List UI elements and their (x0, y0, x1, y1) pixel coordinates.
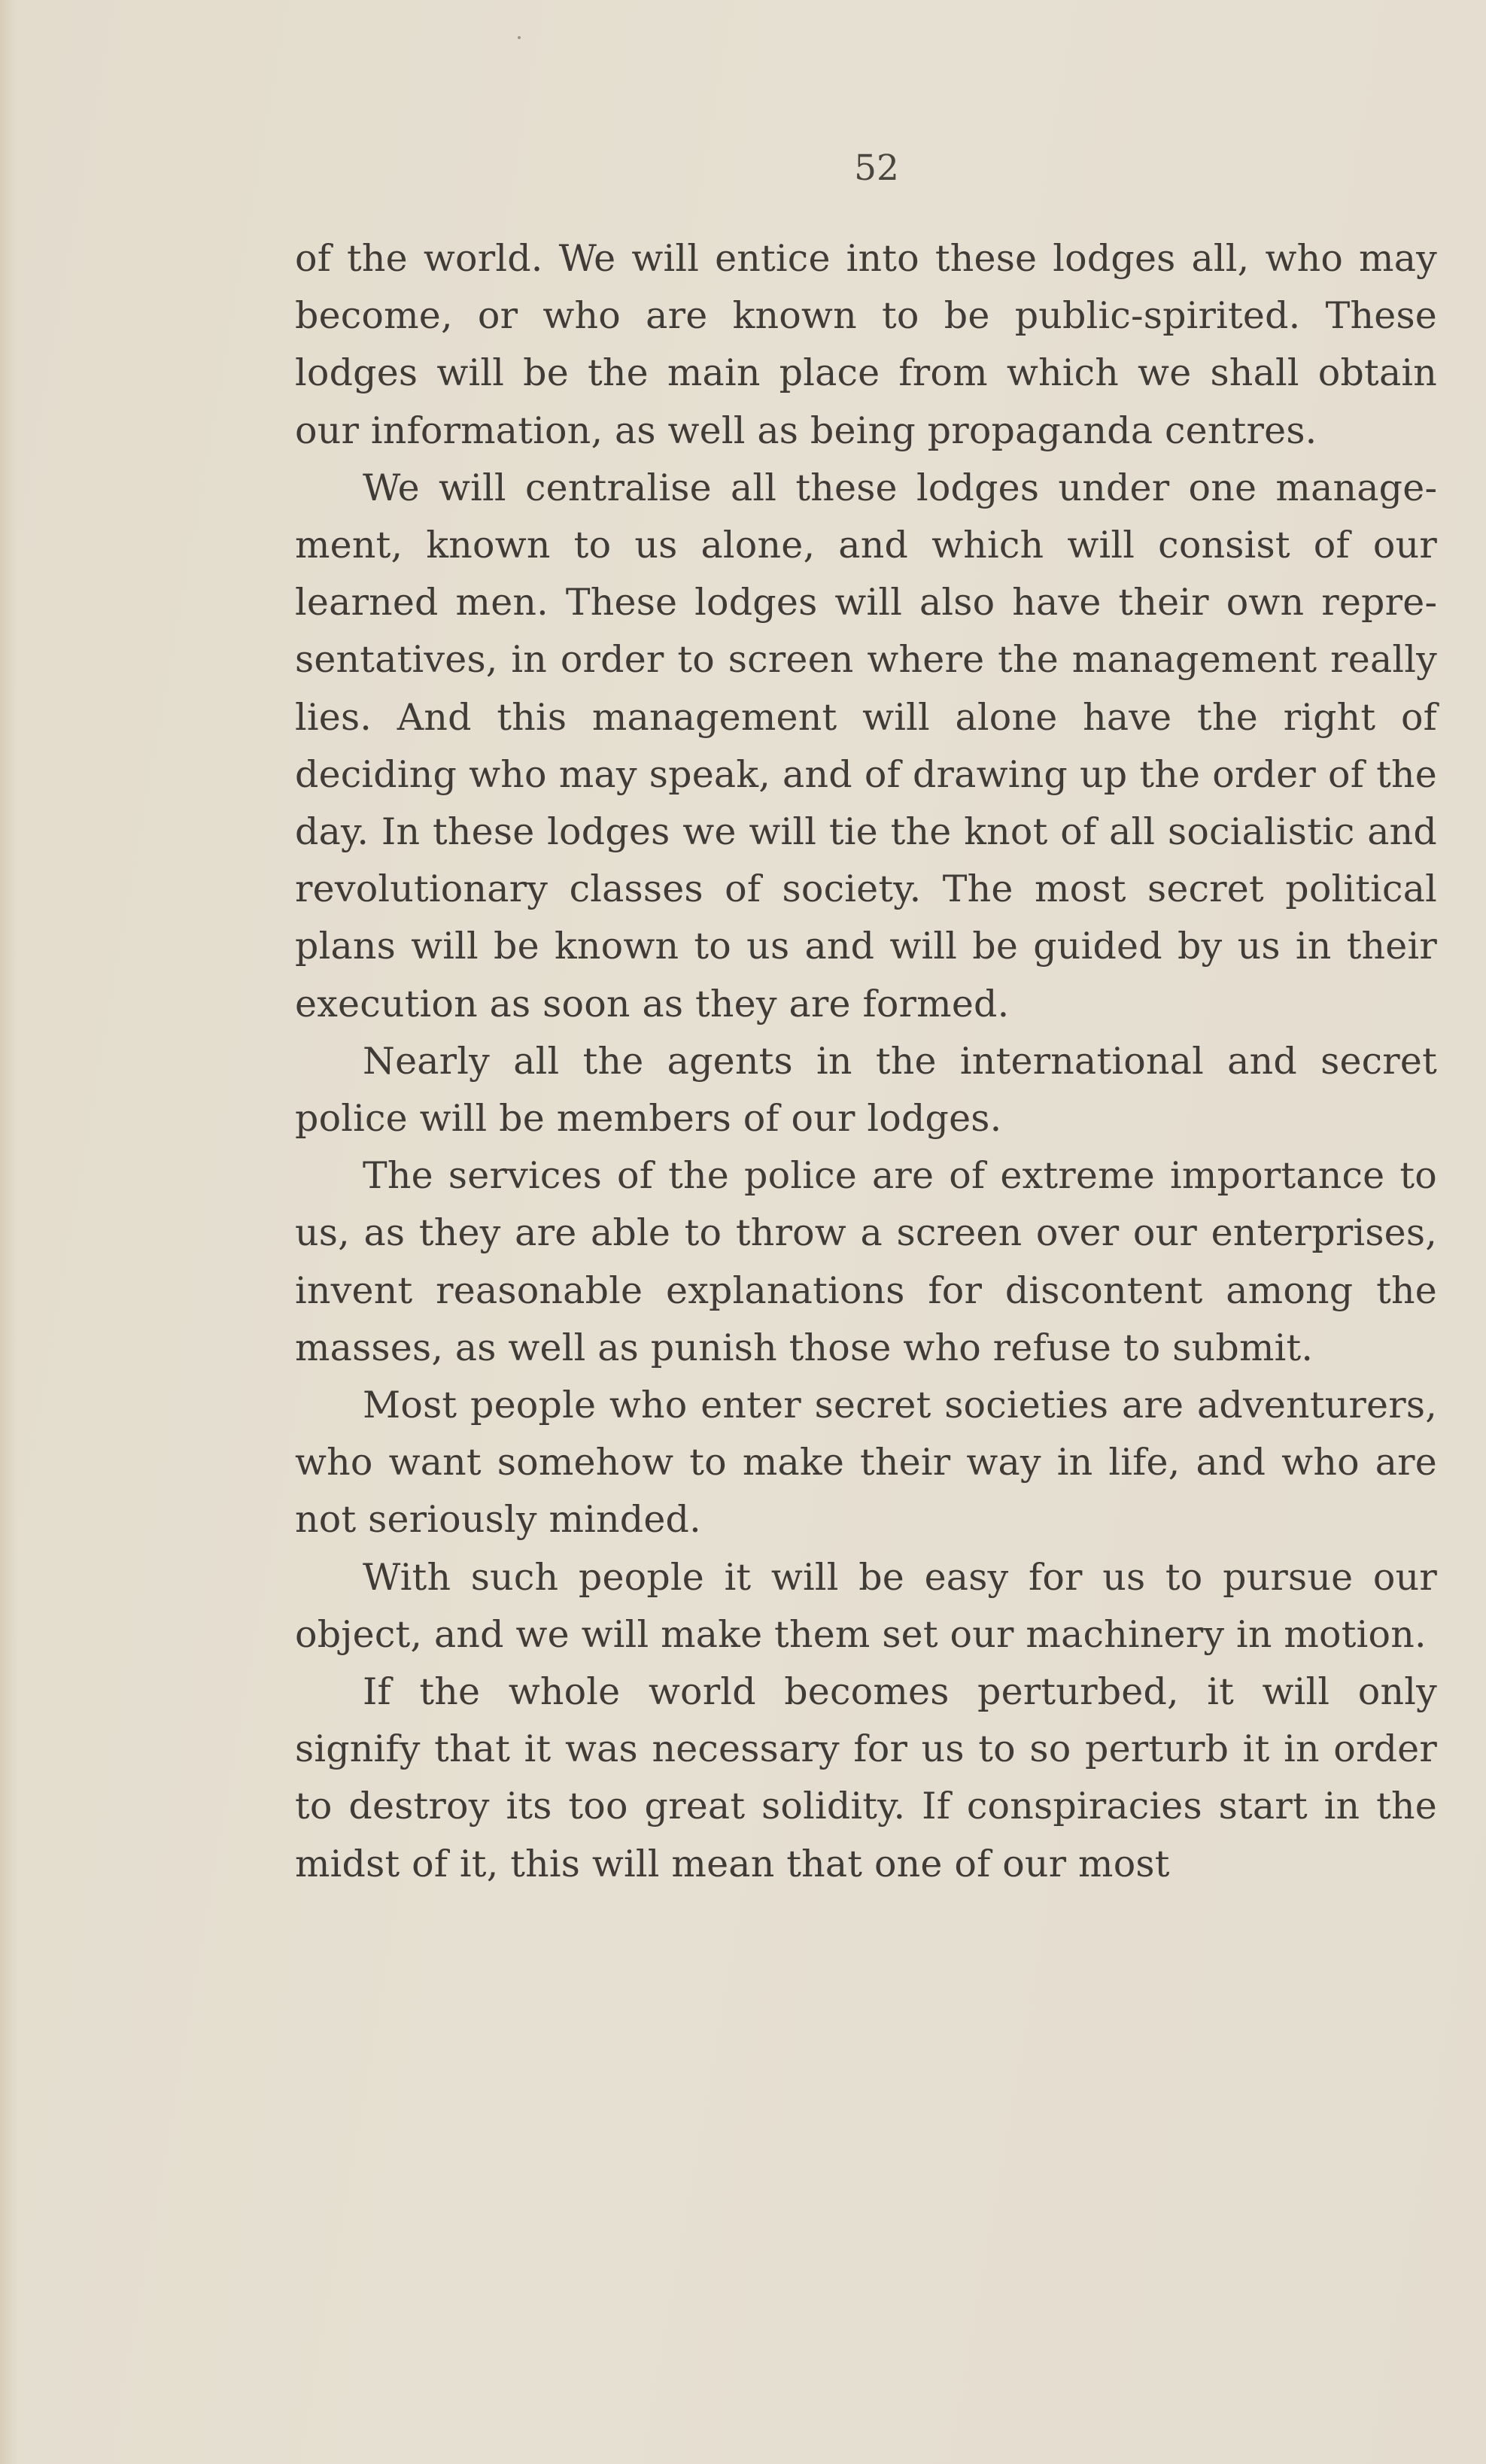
paragraph-lodges-management: We will centralise all these lodges under one management, known to us alone, and which will consist of our learned men. These lodges will also have their own representatives, in order to screen where the management really lies. And this management will alone have the right of deciding who may speak, and of drawing up the order of the day. In these lodges we will tie the knot of all socialistic and revolutionary classes of society. The most secret political plans will be known to us and will be guided by us in their execution as soon as they are formed. (295, 466, 1437, 1025)
paragraph-police-services: The services of the police are of extreme importance to us, as they are able to throw a screen over our enterprises, invent reasonable explanations for discontent among the masses, as well as punish those who refuse to submit. (295, 1154, 1437, 1369)
paragraph-adventurers: Most people who enter secret societies are adventurers, who want somehow to make their way in life, and who are not seriously minded. (295, 1384, 1437, 1542)
paper-speck (518, 36, 521, 39)
paragraph-continuation: of the world. We will entice into these lodges all, who may become, or who are known to be public-spirited. These lodges will be the main place from which we shall obtain our information, as well as being propaganda centres. (295, 237, 1437, 452)
binding-edge (0, 0, 17, 2464)
paragraph-agents: Nearly all the agents in the international and secret police will be members of our lodges. (295, 1039, 1437, 1141)
body-text (295, 230, 1437, 1893)
paragraph-world-perturbed: If the whole world becomes perturbed, it will only signify that it was necessary for us to so perturb it in order to destroy its too great solidity. If conspiracies start in the midst of it, this will mean that one of our most (295, 1670, 1437, 1885)
paragraph-machinery: With such people it will be easy for us to pursue our object, and we will make them set our machinery in motion. (295, 1555, 1437, 1656)
page-number: 52 (854, 147, 899, 189)
